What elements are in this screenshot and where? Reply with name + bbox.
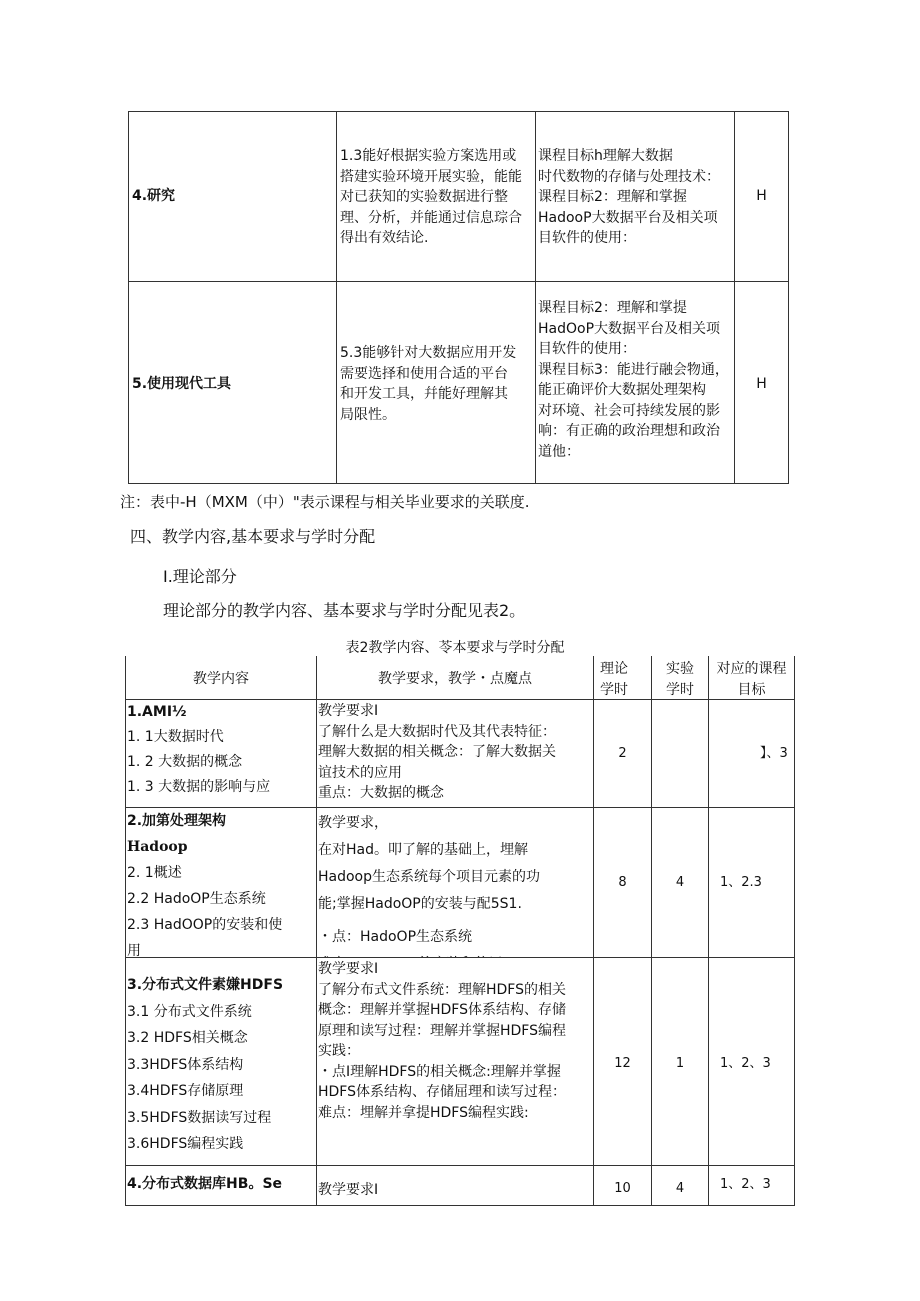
header-theory: 理论 学时: [600, 661, 628, 698]
table-row-goal: 1、2、3: [720, 1056, 771, 1071]
table-row-req: 5.使用现代工具: [132, 376, 232, 392]
section-heading: 四、教学内容,基本要求与学时分配: [130, 527, 376, 546]
table-row-lab: 1: [675, 1056, 685, 1071]
header-requirement: 教学要求，教学・点魔点: [378, 671, 532, 687]
table-row-point: 1.3能好根据实验方案选用或 搭建实验环境开展实验，能能 对已获知的实验数据进行整 理、分析，并能通过信息琮合 得出有效结论.: [340, 148, 522, 246]
table-row-goal: 1、2、3: [720, 1177, 771, 1192]
table-row-theory: 8: [618, 875, 627, 890]
table-row-theory: 2: [618, 746, 627, 761]
table-row-requirement: 教学要求， 在对Had。叩了解的基础上，埋解 Hadoop生态系统每个项目元素的功 能;掌握HadoOP的安装与配5S1. ・点：HadoOP生态系统: [318, 815, 541, 945]
table-row-point: 5.3能够针对大数据应用开发 需要选择和使用合适的平台 和开发工具，幷能好理解其 局限性。: [340, 345, 517, 423]
table-row-lab: 4: [675, 875, 685, 890]
header-content: 教学内容: [193, 671, 249, 687]
header-goal: 对应的课程 目标: [716, 661, 787, 698]
table-row-level: H: [756, 188, 767, 204]
table-row-requirement: 教学要求I 了解分布式文件系统：理解HDFS的相关 概念：理解并掌握HDFS体系结构、存储 原理和读写过程：理解并掌握HDFS编程 实践： ・点I理解HDFS的相关概念:理解并掌握 HDFS体系结构、存储屈理和读写过程： 难点：埋解并拿提HDFS编程实践:: [318, 961, 567, 1121]
table-2-caption: 表2教学内容、苓本要求与学时分配: [345, 640, 565, 656]
intro-paragraph: 理论部分的教学内容、基本要求与学时分配见表2。: [163, 601, 526, 620]
table-row-theory: 12: [614, 1056, 631, 1071]
table-row: 3.分布式文件素嫌HDFS 3.1 分布式文件系统 3.2 HDFS相关概念 3.3HDFS体系结构 3.4HDFS存储原理 3.5HDFS数据读写过程 3.6HDFS编程实践: [127, 977, 284, 1152]
table-row-goal: 1、2.3: [720, 875, 762, 890]
table-row-goals: 课程目标h理解大数据 时代数物的存储与处理技术： 课程目标2：理解和掌握 HadooP大数据平台及相关项 目软件的使用：: [538, 148, 720, 246]
header-lab: 实验 学时: [666, 661, 694, 698]
table-row-goals: 课程目标2：理解和掌提 HadOoP大数据平台及相关项 目软件的使用： 课程目标3：能进行融会物通， 能正确评价大数据处理架构 对环境、社会可持续发展的影 响：有正确的政治理想和政治 道他：: [538, 300, 729, 460]
table-row-lab: 4: [675, 1181, 685, 1196]
table-row: 1.AMI½ 1. 1大数据时代 1. 2 大数据的概念 1. 3 大数据的影响与应: [127, 704, 271, 795]
table-row-req: 4.研究: [132, 188, 176, 204]
table-row-requirement: 教学要求I: [318, 1182, 379, 1198]
table-row-theory: 10: [614, 1181, 631, 1196]
table-row: 4.分布式数据库HB。Se: [127, 1176, 283, 1192]
table-row: 2.加第处理架构 Hadoop 2. 1概述 2.2 HadoOP生态系统 2.3 HadOOP的安装和使 用: [127, 813, 283, 957]
table-row-goal: 】、3: [760, 746, 788, 761]
table-row-requirement: 教学要求I 了解什么是大数据时代及其代表特征： 理解大数据的相关概念：了解大数据关 谊技术的应用 重点：大数据的概念: [318, 703, 556, 801]
subheading: I.理论部分: [163, 567, 237, 586]
table-note: 注：表中-H（MXM（中）"表示课程与相关毕业要求的关联度.: [120, 493, 530, 511]
table-row-level: H: [756, 376, 767, 392]
